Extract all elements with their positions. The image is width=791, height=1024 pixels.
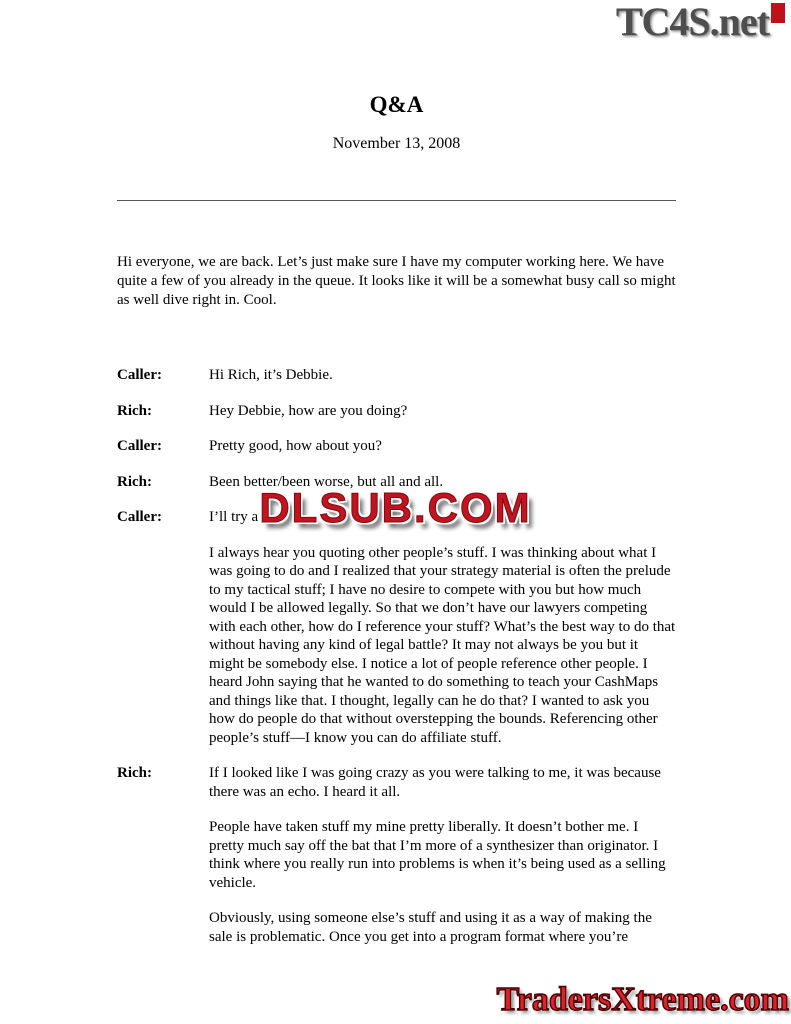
dialogue-paragraph: If I looked like I was going crazy as you were talking to me, it was because there was an echo. I heard it all. [209, 765, 661, 800]
dialogue-paragraph: I always hear you quoting other people’s stuff. I was thinking about what I was going to do and I realized that your strategy material is often the prelude to my tactical stuff; I have no desire to compete with you but how much would I be allowed legally. So that we don’t have our lawyers competing with each other, how do I reference your stuff? What’s the best way to do that without having any kind of legal battle? It may not always be you but it might be somebody else. I notice a lot of people reference other people. I heard John saying that he wanted to do something to teach your CashMaps and things like that. I thought, legally can he do that? I wanted to ask you how do people do that without overstepping the bounds. Referencing other people’s stuff—I know you can do affiliate stuff. [209, 544, 676, 746]
speaker-label: Caller: [117, 509, 162, 525]
dialogue-entry [117, 508, 676, 764]
speaker-label: Rich: [117, 473, 152, 490]
dialogue-text [209, 366, 676, 402]
dialogue-entry [117, 437, 676, 473]
dialogue-text [209, 508, 676, 764]
logo-red-square-icon [771, 3, 785, 23]
dialogue-paragraph: People have taken stuff my mine pretty liberally. It doesn’t bother me. I pretty much say off the bat that I’m more of a synthesizer than originator. I think where you really run into problems is when it’s being used as a selling vehicle. [209, 819, 666, 891]
speaker-label: Rich: [117, 765, 152, 781]
dialogue-paragraph: Pretty good, how about you? [209, 438, 382, 454]
dialogue-text [209, 402, 676, 438]
speaker-label: Caller: [117, 367, 162, 383]
dialogue-paragraph: I’ll try a [209, 509, 259, 525]
dialogue-entry [117, 764, 676, 963]
dialogue-text [209, 437, 676, 473]
site-logo [616, 0, 785, 44]
speaker-label: Rich: [117, 402, 152, 419]
tradersxtreme-watermark: TradersXtreme.com [496, 981, 789, 1018]
dialogue-text [209, 764, 676, 963]
divider-rule [117, 200, 676, 201]
dialogue-transcript [117, 366, 676, 963]
dlsub-watermark: DLSUB.COM [259, 484, 532, 531]
speaker-label: Caller: [117, 438, 162, 454]
page-title: Q&A [369, 92, 424, 117]
dialogue-paragraph: Obviously, using someone else’s stuff and using it as a way of making the sale is problematic. Once you get into a program format where you’re [209, 910, 652, 945]
dialogue-entry [117, 366, 676, 402]
dialogue-paragraph: Been better/been worse, but all and all. [209, 473, 444, 490]
intro-paragraph: Hi everyone, we are back. Let’s just make sure I have my computer working here. We have quite a few of you already in the queue. It looks like it will be a somewhat busy call so might as well dive right in. Cool. [117, 254, 676, 308]
document-date: November 13, 2008 [332, 135, 461, 152]
dialogue-paragraph: Hey Debbie, how are you doing? [209, 402, 408, 419]
site-logo-text: TC4S.net [615, 0, 769, 44]
dialogue-entry [117, 402, 676, 438]
dialogue-paragraph: Hi Rich, it’s Debbie. [209, 367, 333, 383]
